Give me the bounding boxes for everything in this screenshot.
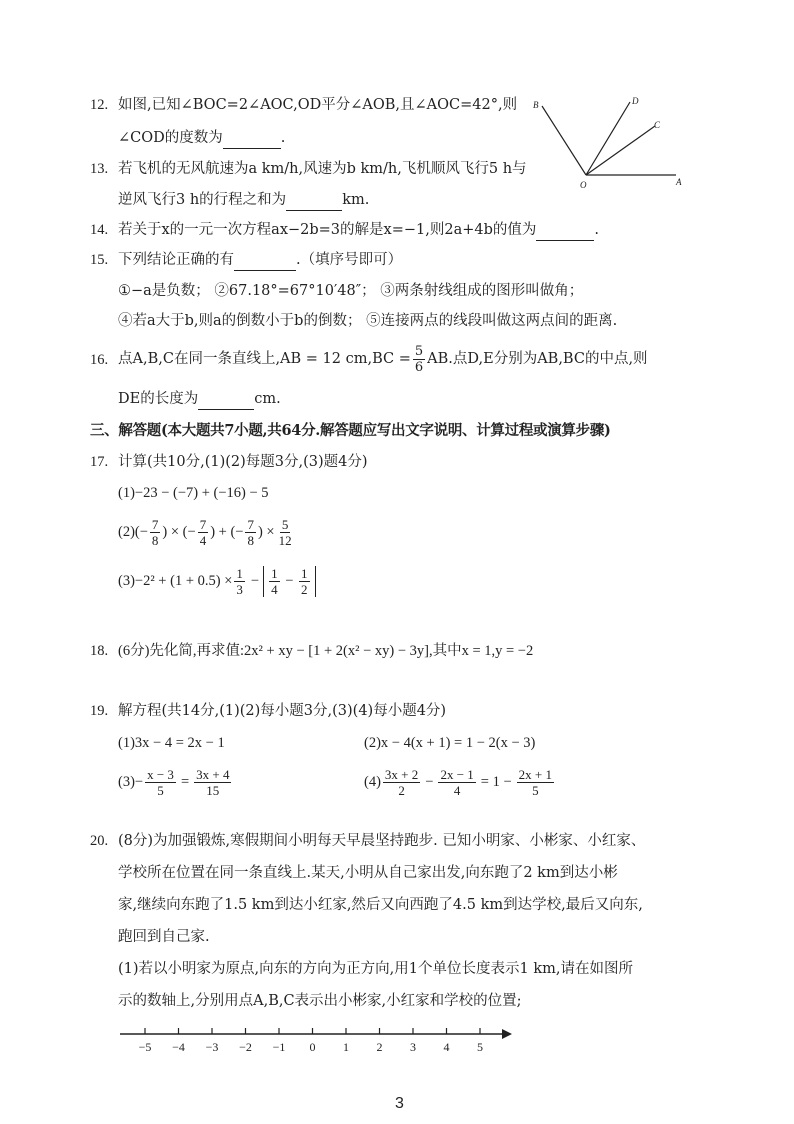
q17-p2-mid3: ) ×	[257, 524, 275, 540]
denominator: 5	[532, 782, 539, 798]
section-heading: 三、解答题(本大题共7小题,共64分.解答题应写出文字说明、计算过程或演算步骤)	[90, 422, 611, 439]
denominator: 15	[206, 782, 220, 798]
fraction	[438, 767, 475, 798]
q16-line2b: cm.	[254, 391, 281, 407]
q12-number: 12.	[90, 97, 109, 113]
q17-title: 计算(共10分,(1)(2)每题3分,(3)题4分)	[118, 454, 368, 470]
q16-text-b: AB.点D,E分别为AB,BC的中点,则	[427, 351, 648, 367]
denominator: 2	[398, 782, 405, 798]
q17-number: 17.	[90, 454, 109, 470]
denominator: 5	[157, 782, 164, 798]
numerator: x − 3	[147, 766, 174, 782]
q17-part1: (1)−23 − (−7) + (−16) − 5	[118, 485, 269, 501]
q17-p2-prefix: (2)(−	[118, 524, 148, 540]
numerator: 7	[151, 516, 159, 532]
q17-p3-prefix: (3)−2² + (1 + 0.5) ×	[118, 573, 233, 589]
tick-label: −5	[138, 1040, 152, 1052]
q15-options-line2: ④若a大于b,则a的倒数小于b的倒数； ⑤连接两点的线段叫做这两点间的距离.	[118, 313, 618, 329]
denominator: 8	[247, 532, 254, 548]
tick-label: −4	[172, 1040, 185, 1052]
q16-line2	[118, 389, 281, 410]
denominator: 6	[414, 359, 424, 375]
tick-label: −2	[239, 1040, 252, 1052]
arrow-right-icon	[502, 1029, 512, 1039]
q17-p3-inner-minus: −	[285, 572, 294, 589]
q17-part3	[118, 561, 316, 601]
answer-blank	[198, 389, 254, 410]
q16-fraction	[413, 344, 425, 375]
q12-line1: 如图,已知∠BOC=2∠AOC,OD平分∠AOB,且∠AOC=42°,则	[118, 97, 518, 113]
answer-blank	[234, 250, 296, 271]
q16-number: 16.	[90, 352, 109, 368]
q16-text-a: 点A,B,C在同一条直线上,AB = 12 cm,BC =	[118, 351, 411, 367]
q17-p2-mid2: ) + (−	[210, 524, 244, 540]
fraction	[383, 767, 420, 798]
label-d: D	[632, 96, 639, 106]
q17-p3-minus: −	[250, 573, 260, 589]
q19-p3-prefix: (3)−	[118, 774, 144, 790]
label-b: B	[533, 100, 539, 110]
denominator: 4	[199, 532, 207, 548]
fraction	[234, 566, 245, 597]
numerator: 3x + 4	[196, 766, 230, 782]
numerator: 7	[247, 516, 254, 532]
denominator: 4	[271, 581, 278, 597]
answer-blank	[286, 190, 342, 211]
q14-text-b: .	[594, 222, 599, 238]
tick-label: 5	[477, 1040, 483, 1052]
denominator: 4	[453, 782, 461, 798]
q19-number: 19.	[90, 703, 109, 719]
q19-p3-eq: =	[180, 774, 190, 790]
fraction	[150, 517, 161, 548]
q19-part1: (1)3x − 4 = 2x − 1	[118, 735, 225, 751]
q13-line2b: km.	[342, 192, 370, 208]
q20-line6: 示的数轴上,分别用点A,B,C表示出小彬家,小红家和学校的位置;	[118, 993, 522, 1009]
q15-text-a: 下列结论正确的有	[118, 252, 234, 268]
tick-label: 1	[343, 1040, 349, 1052]
q19-part2: (2)x − 4(x + 1) = 1 − 2(x − 3)	[364, 735, 536, 751]
fraction	[194, 767, 231, 798]
q13-line2	[118, 190, 369, 211]
fraction	[299, 566, 310, 597]
q12-line2	[118, 128, 285, 149]
q20-line3: 家,继续向东跑了1.5 km到达小红家,然后又向西跑了4.5 km到达学校,最后又向东,	[118, 897, 643, 913]
tick-label: 4	[443, 1040, 450, 1052]
tick-label: 2	[376, 1040, 383, 1052]
numerator: 1	[236, 565, 243, 581]
denominator: 8	[151, 532, 159, 548]
q13-line2a: 逆风飞行3 h的行程之和为	[118, 192, 287, 208]
q14-text-a: 若关于x的一元一次方程ax−2b=3的解是x=−1,则2a+4b的值为	[118, 222, 537, 238]
q17-part2	[118, 514, 296, 550]
absolute-value	[263, 566, 315, 597]
page-number: 3	[395, 1095, 404, 1112]
q18-text: (6分)先化简,再求值:2x² + xy − [1 + 2(x² − xy) − 3y],其中x = 1,y = −2	[118, 643, 534, 659]
numerator: 5	[281, 516, 289, 532]
q19-title: 解方程(共14分,(1)(2)每小题3分,(3)(4)每小题4分)	[118, 703, 447, 719]
q14-number: 14.	[90, 222, 109, 238]
q12-line2a: ∠COD的度数为	[118, 130, 223, 146]
tick-label: −1	[272, 1040, 286, 1052]
fraction	[245, 517, 256, 548]
tick-label: 0	[309, 1040, 316, 1052]
q19-part4	[364, 762, 556, 802]
q17-p2-mid1: ) × (−	[162, 524, 196, 540]
q20-line4: 跑回到自己家.	[118, 929, 210, 945]
ray-ob	[542, 106, 586, 175]
numerator: 1	[301, 565, 308, 581]
fraction	[198, 517, 209, 548]
angle-figure	[528, 92, 698, 194]
numerator: 2x − 1	[440, 766, 474, 782]
number-line	[110, 1022, 520, 1052]
q14-text	[118, 220, 599, 241]
q18-number: 18.	[90, 643, 109, 659]
numerator: 2x + 1	[518, 766, 552, 782]
denominator: 3	[236, 581, 243, 597]
q20-line2: 学校所在位置在同一条直线上.某天,小明从自己家出发,向东跑了2 km到达小彬	[118, 865, 618, 881]
label-c: C	[654, 120, 661, 130]
q19-part3	[118, 762, 233, 802]
q15-number: 15.	[90, 252, 109, 268]
tick-label: −3	[205, 1040, 219, 1052]
q19-p4-prefix: (4)	[364, 774, 381, 790]
denominator: 2	[301, 581, 308, 597]
label-a: A	[676, 177, 682, 187]
denominator: 12	[278, 532, 292, 548]
fraction	[277, 517, 294, 548]
q15-options-line1: ①−a是负数； ②67.18°=67°10′48″； ③两条射线组成的图形叫做角；	[118, 283, 584, 299]
q15-text-b: .（填序号即可）	[296, 252, 403, 268]
q13-line1: 若飞机的无风航速为a km/h,风速为b km/h,飞机顺风飞行5 h与	[118, 161, 527, 177]
q15-text	[118, 250, 402, 271]
ray-od	[586, 102, 630, 175]
q16-text	[118, 341, 648, 377]
q12-line2b: .	[280, 130, 286, 146]
numerator: 5	[414, 343, 424, 359]
numerator: 7	[199, 516, 207, 532]
tick-label: 3	[410, 1040, 416, 1052]
fraction	[145, 767, 176, 798]
numerator: 3x + 2	[384, 766, 419, 782]
q20-line5: (1)若以小明家为原点,向东的方向为正方向,用1个单位长度表示1 km,请在如图所	[118, 961, 633, 977]
q16-line2a: DE的长度为	[118, 391, 199, 407]
fraction	[517, 767, 554, 798]
q19-p4-minus: −	[425, 774, 434, 790]
q20-number: 20.	[90, 833, 109, 849]
ray-oc	[586, 126, 655, 175]
fraction	[269, 566, 280, 597]
numerator: 1	[271, 565, 278, 581]
q20-line1: (8分)为加强锻炼,寒假期间小明每天早晨坚持跑步. 已知小明家、小彬家、小红家、	[118, 833, 646, 849]
label-o: O	[580, 180, 587, 190]
q19-p4-eq: = 1 −	[480, 774, 512, 790]
answer-blank	[223, 128, 281, 149]
q13-number: 13.	[90, 161, 109, 177]
answer-blank	[536, 220, 594, 241]
